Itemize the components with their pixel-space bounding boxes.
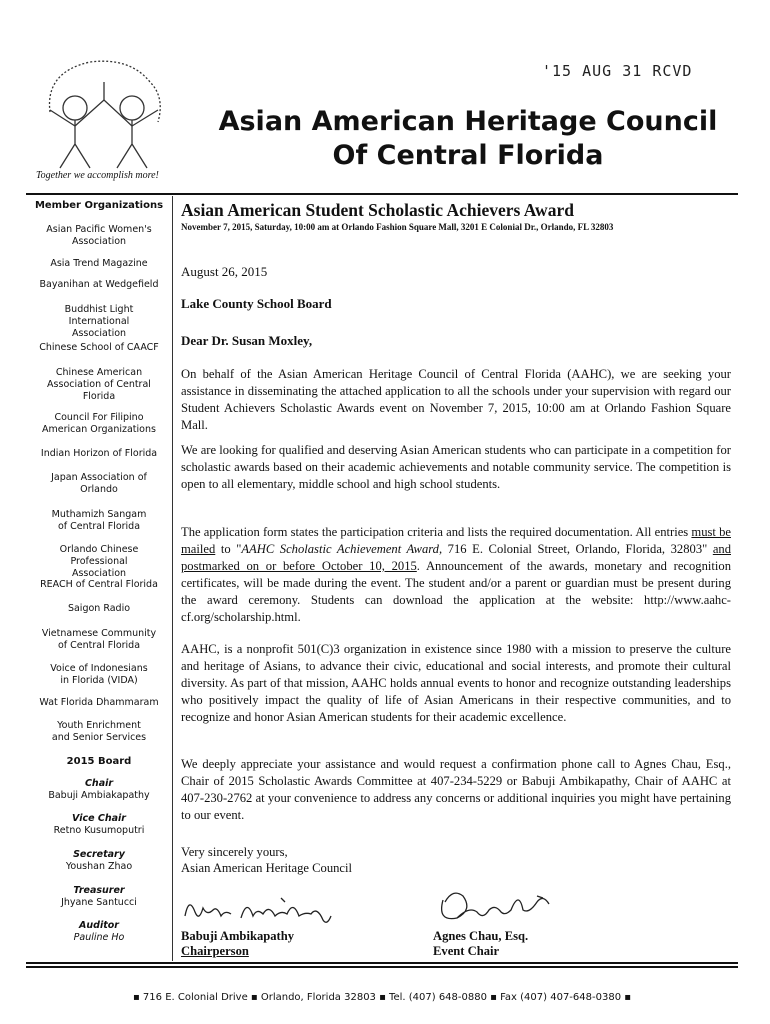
org-title-line2: Of Central Florida [332,140,604,171]
member-organizations-heading: Member Organizations [34,200,164,211]
signature-agnes [433,880,563,930]
letter-date: August 26, 2015 [181,264,268,279]
paragraph-2: We are looking for qualified and deserving Asian American students who can participate in a competition for scholastic awards based on their academic achievements and notable community service. The competition is open to all elementary, middle school and high school students. [181,443,731,491]
board-heading: 2015 Board [66,756,132,767]
header-divider [26,193,738,195]
received-stamp: '15 AUG 31 RCVD [542,62,693,80]
sidebar [26,196,173,961]
signer-2-name: Agnes Chau, Esq. [433,929,529,943]
recipient: Lake County School Board [181,296,332,311]
paragraph-1: On behalf of the Asian American Heritage Council of Central Florida (AAHC), we are seeking your assistance in disseminating the attached application to all the schools under your supervision with regard our Student Achievers Scholastic Awards event on November 7, 2015, 10:00 am at Orlando Fashion Square Mall. [181,367,731,432]
member-item: Indian Horizon of Florida [40,448,158,459]
board-name: Youshan Zhao [65,861,133,872]
paragraph-4: AAHC, is a nonprofit 501(C)3 organization in existence since 1980 with a mission to preserve the culture and heritage of Asians, to advance their civic, educational and social interests, and promote their cultural diversity. As part of that mission, AAHC holds annual events to honor and recognize outstanding leaderships who positively impact the quality of life of Asian Americans in their respective communities, and to recognize and honor Asian American students for their academic excellence. [181,642,731,724]
signer-2 [433,929,528,959]
board-role: Chair [84,778,114,789]
board-name: Retno Kusumoputri [53,825,145,836]
salutation: Dear Dr. Susan Moxley, [181,333,313,348]
member-item: Voice of Indonesians in Florida (VIDA) [50,663,148,686]
board-name: Pauline Ho [73,932,125,943]
footer-divider-bottom [26,966,738,968]
signer-1-title: Chairperson [181,944,249,958]
org-title-line1: Asian American Heritage Council [218,106,718,137]
member-item: Chinese American Association of Central Florida [47,367,151,402]
member-item: Wat Florida Dhammaram [39,697,159,708]
board-name: Babuji Ambiakapathy [48,790,150,801]
member-item: Chinese School of CAACF [39,342,159,353]
member-item: Saigon Radio [67,603,131,614]
award-title: Asian American Student Scholastic Achievers Award [181,200,574,220]
member-item: REACH of Central Florida [40,579,158,590]
member-item: Muthamizh Sangam of Central Florida [51,509,147,532]
footer-address: ▪ 716 E. Colonial Drive ▪ Orlando, Florida 32803 ▪ Tel. (407) 648-0880 ▪ Fax (407) 407-648-0380 ▪ [132,992,632,1003]
signer-1 [181,929,294,959]
closing-phrase: Very sincerely yours, [181,845,288,859]
member-item: Council For Filipino American Organizations [42,412,156,435]
member-item: Vietnamese Community of Central Florida [41,628,157,651]
tagline: Together we accomplish more! [36,170,159,181]
signer-2-title: Event Chair [433,944,500,958]
event-details: November 7, 2015, Saturday, 10:00 am at Orlando Fashion Square Mall, 3201 E Colonial Dr., Orlando, FL 32803 [181,222,614,232]
member-item: Youth Enrichment and Senior Services [51,720,147,743]
member-item: Asian Pacific Women's Association [46,224,152,247]
paragraph-5: We deeply appreciate your assistance and would request a confirmation phone call to Agnes Chau, Esq., Chair of 2015 Scholastic Awards Committee at 407-234-5229 or Babuji Ambikapathy, Chair of AAHC at 407-230-2762 at your convenience to address any concerns or additional inquiries you might have pertaining to our event. [181,757,731,822]
board-role: Auditor [79,920,119,931]
member-item: Asia Trend Magazine [50,258,148,269]
member-item: Japan Association of Orlando [51,472,147,495]
member-item: Buddhist Light International Association [64,304,134,339]
member-item: Orlando Chinese Professional Association [59,544,139,579]
paragraph-3: The application form states the participation criteria and lists the required documentation. All entries must be mailed to "AAHC Scholastic Achievement Award, 716 E. Colonial Street, Orlando, Florida, 32803" and postmarked on or before October 10, 2015. Announcement of the awards, monetary and recognition certificates, will be made during the event. The student and/or a parent or guardian must be present during the award ceremony. Students can download the application at the website: http://www.aahc-cf.org/scholarship.html. [181,525,731,624]
board-name: Jhyane Santucci [61,897,137,908]
signer-1-name: Babuji Ambikapathy [181,929,295,943]
board-role: Secretary [73,849,125,860]
board-role: Vice Chair [72,813,126,824]
board-role: Treasurer [73,885,125,896]
closing-org: Asian American Heritage Council [181,861,353,875]
closing [181,844,352,876]
council-logo [30,52,188,176]
member-item: Bayanihan at Wedgefield [39,279,159,290]
footer-divider-top [26,962,738,964]
signature-babuji [181,886,361,930]
